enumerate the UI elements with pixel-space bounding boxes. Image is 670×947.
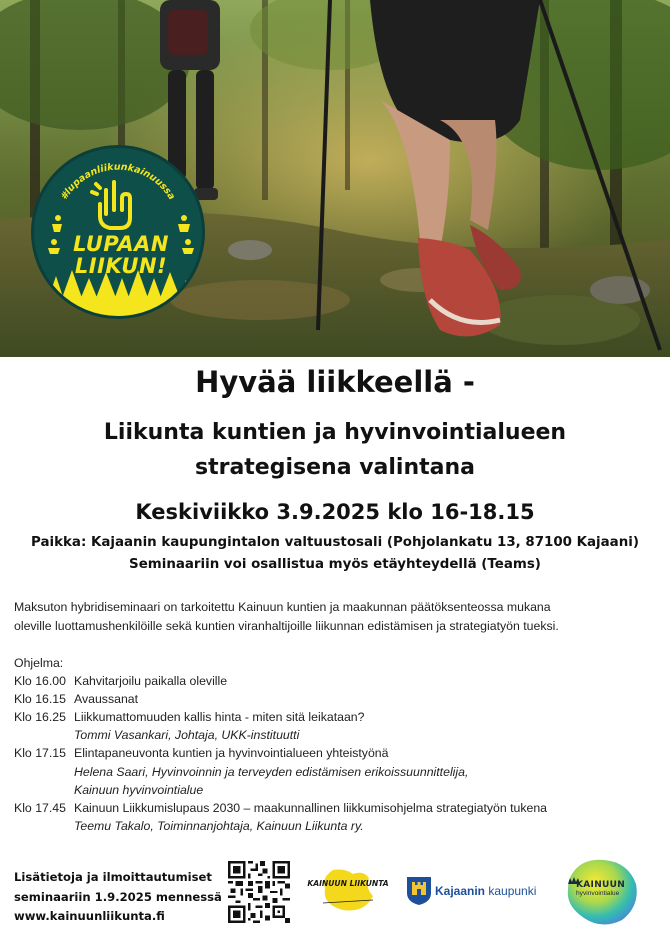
kaupunki-word: kaupunki: [485, 884, 537, 898]
kainuun-hyvinvointialue-logo-title: KAINUUN: [576, 880, 626, 890]
program-speaker-organisation: Kainuun hyvinvointialue: [74, 782, 204, 797]
intro-line-2: oleville luottamushenkilöille sekä kuntien viranhaltijoille liikunnan edistämisen ja strategiatyön tueksi.: [14, 619, 559, 633]
badge-hashtag-text: #lupaanliikunkainuussa: [58, 161, 178, 202]
registration-line-2: seminaariin 1.9.2025 mennessä: [14, 889, 222, 904]
registration-info: [14, 868, 234, 927]
kainuun-liikunta-map-icon: [303, 866, 393, 916]
kainuun-hyvinvointialue-logo: [562, 856, 640, 928]
program-title: Elintapaneuvonta kuntien ja hyvinvointialueen yhteistyönä: [74, 746, 389, 761]
program-time: Klo 16.15: [14, 692, 66, 707]
program-list: [14, 654, 664, 835]
program-speaker: Helena Saari, Hyvinvoinnin ja terveyden edistämisen erikoissuunnittelija,: [74, 764, 469, 779]
program-time: Klo 16.25: [14, 710, 66, 725]
event-location: Paikka: Kajaanin kaupungintalon valtuustosali (Pohjolankatu 13, 87100 Kajaani): [31, 535, 639, 550]
badge-text-lupaan: LUPAAN: [73, 232, 169, 256]
program-item: [14, 799, 664, 817]
intro-paragraph: [14, 598, 664, 636]
badge-hashtag: [31, 145, 205, 225]
kainuun-hyvinvointialue-logo-subtitle: hyvinvointialue: [576, 890, 620, 897]
badge-text-liikun: LIIKUN!: [74, 254, 168, 278]
program-item: [14, 708, 664, 726]
program-speaker: Tommi Vasankari, Johtaja, UKK-instituutti: [74, 728, 300, 743]
program-heading: Ohjelma:: [14, 656, 64, 670]
kainuun-liikunta-logo-text: KAINUUN LIIKUNTA: [307, 879, 389, 888]
program-title: Kahvitarjoilu paikalla oleville: [74, 674, 228, 689]
svg-text:#lupaanliikunkainuussa: [59, 162, 177, 202]
kajaanin-kaupunki-logo-text: [435, 884, 536, 898]
kainuun-liikunta-logo: [303, 866, 393, 916]
kajaanin-kaupunki-logo: [406, 876, 556, 910]
program-time: Klo 16.00: [14, 674, 66, 689]
program-title: Liikkumattomuuden kallis hinta - miten sitä leikataan?: [74, 710, 365, 725]
subtitle-line-2: strategisena valintana: [194, 455, 476, 480]
subtitle-line-1: Liikunta kuntien ja hyvinvointialueen: [103, 420, 567, 445]
registration-link[interactable]: www.kainuunliikunta.fi: [14, 909, 165, 923]
program-time: Klo 17.45: [14, 800, 66, 815]
kajaani-coat-of-arms-icon: [406, 876, 432, 906]
program-time: Klo 17.15: [14, 746, 66, 761]
kajaanin-word: Kajaanin: [435, 884, 486, 898]
page-title: Hyvää liikkeellä -: [195, 365, 475, 399]
program-item: [14, 690, 664, 708]
program-item: [14, 672, 664, 690]
program-title: Avaussanat: [74, 692, 139, 707]
program-title: Kainuun Liikkumislupaus 2030 – maakunnallinen liikkumisohjelma strategiatyön tukena: [74, 800, 548, 815]
registration-line-1: Lisätietoja ja ilmoittautumiset: [14, 870, 212, 884]
program-item: [14, 744, 664, 762]
remote-participation-note: Seminaariin voi osallistua myös etäyhteydellä (Teams): [129, 557, 541, 572]
qr-code[interactable]: [228, 861, 290, 923]
intro-line-1: Maksuton hybridiseminaari on tarkoitettu Kainuun kuntien ja maakunnan päätöksenteossa mukana: [14, 600, 551, 614]
program-speaker: Teemu Takalo, Toiminnanjohtaja, Kainuun Liikunta ry.: [74, 818, 364, 833]
event-date: Keskiviikko 3.9.2025 klo 16-18.15: [135, 500, 535, 524]
